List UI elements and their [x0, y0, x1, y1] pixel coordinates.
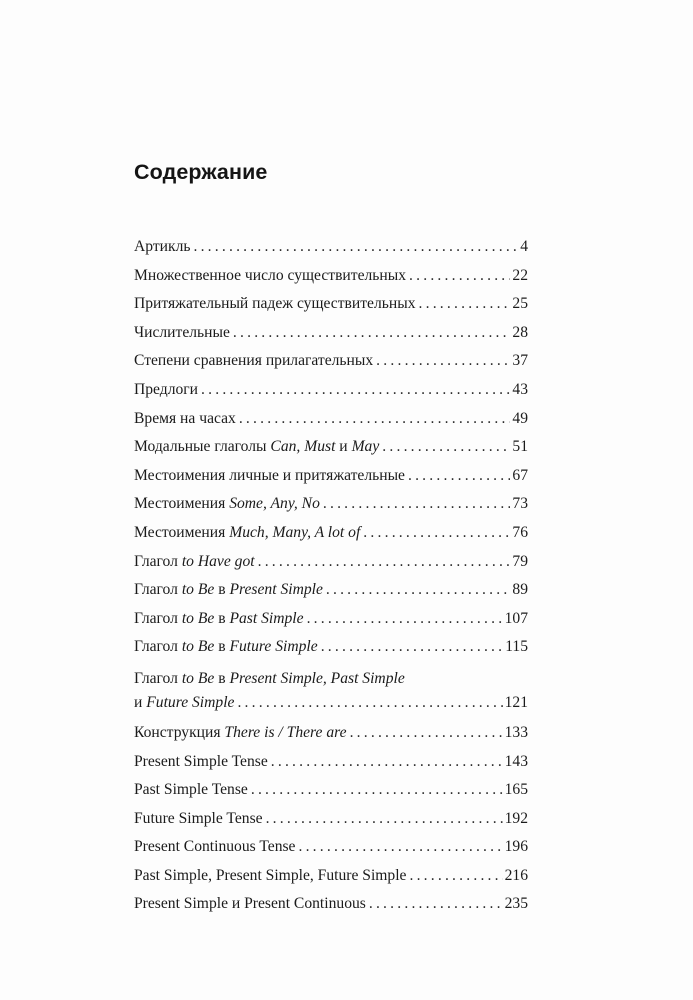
- toc-entry-title: Время на часах: [134, 409, 236, 427]
- toc-entry-title: Глагол to Be в Present Simple, Past Simple: [134, 669, 405, 687]
- dot-leader: [266, 805, 503, 834]
- toc-page-number: 143: [504, 752, 528, 770]
- toc-page-number: 121: [504, 693, 528, 711]
- toc-entry[interactable]: [134, 519, 528, 548]
- toc-page-number: 51: [512, 438, 528, 456]
- toc-page-number: 76: [512, 523, 528, 541]
- dot-leader: [326, 576, 511, 605]
- dot-leader: [239, 405, 511, 434]
- toc-entry-title: Present Simple и Present Continuous: [134, 895, 366, 913]
- toc-entry-title: Past Simple Tense: [134, 781, 248, 799]
- toc-page-number: 67: [512, 466, 528, 484]
- toc-entry-title: Артикль: [134, 238, 191, 255]
- toc-page-number: 216: [504, 866, 528, 884]
- toc-page-number: 49: [512, 409, 528, 427]
- dot-leader: [323, 490, 511, 519]
- toc-page-number: 43: [512, 380, 528, 398]
- toc-entry-title: Модальные глаголы Can, Must и May: [134, 438, 380, 456]
- dot-leader: [233, 319, 511, 348]
- toc-entry-title: Конструкция There is / There are: [134, 723, 347, 741]
- dot-leader: [376, 347, 510, 376]
- toc-entry[interactable]: [134, 490, 528, 519]
- toc-entry[interactable]: [134, 376, 528, 405]
- toc-entry-title: Предлоги: [134, 380, 199, 398]
- toc-entry[interactable]: [134, 233, 528, 262]
- toc-entry[interactable]: [134, 776, 528, 805]
- toc-entry[interactable]: [134, 890, 528, 919]
- toc-entry[interactable]: [134, 833, 528, 862]
- dot-leader: [258, 548, 511, 577]
- toc-entry-title: Глагол to Have got: [134, 552, 255, 570]
- toc-entry[interactable]: [134, 748, 528, 777]
- dot-leader: [409, 862, 502, 891]
- toc-page-number: 192: [504, 809, 528, 827]
- toc-entry-title: Притяжательный падеж существительных: [134, 295, 416, 313]
- toc-entry-continuation: [134, 690, 528, 717]
- toc-entry-title: Местоимения Some, Any, No: [134, 495, 320, 513]
- toc-entry-title: Past Simple, Present Simple, Future Simple: [134, 866, 407, 884]
- toc-entry[interactable]: [134, 405, 528, 434]
- toc-entry[interactable]: [134, 548, 528, 577]
- toc-page-number: 235: [504, 895, 528, 913]
- dot-leader: [321, 633, 504, 662]
- toc-entry[interactable]: [134, 668, 528, 717]
- toc-entry-title: Глагол to Be в Present Simple: [134, 581, 323, 599]
- toc-entry[interactable]: [134, 633, 528, 662]
- toc-page-number: 37: [512, 352, 528, 370]
- dot-leader: [408, 462, 510, 491]
- toc-entry-title: Числительные: [134, 323, 230, 341]
- toc-entry-title: Present Continuous Tense: [134, 838, 296, 856]
- dot-leader: [363, 519, 510, 548]
- toc-page-number: 28: [512, 323, 528, 341]
- toc-entry[interactable]: [134, 433, 528, 462]
- dot-leader: [201, 376, 510, 405]
- dot-leader: [298, 833, 502, 862]
- toc-page-number: 25: [512, 295, 528, 313]
- toc-page-number: 22: [512, 266, 528, 284]
- toc-page-number: 115: [505, 638, 528, 656]
- toc-page-number: 4: [520, 238, 528, 255]
- dot-leader: [409, 262, 510, 291]
- dot-leader: [350, 719, 503, 748]
- dot-leader: [251, 776, 503, 805]
- toc-entry[interactable]: [134, 719, 528, 748]
- dot-leader: [193, 233, 518, 262]
- toc-entry[interactable]: [134, 805, 528, 834]
- dot-leader: [382, 433, 510, 462]
- dot-leader: [237, 690, 502, 716]
- dot-leader: [369, 890, 503, 919]
- toc-page-number: 107: [504, 609, 528, 627]
- toc-page-number: 89: [512, 581, 528, 599]
- toc-page-number: 79: [512, 552, 528, 570]
- toc-entry[interactable]: [134, 462, 528, 491]
- toc-entry[interactable]: [134, 290, 528, 319]
- dot-leader: [419, 290, 511, 319]
- toc-entry-title: Глагол to Be в Future Simple: [134, 638, 318, 656]
- dot-leader: [307, 605, 503, 634]
- toc-heading: Содержание: [134, 160, 268, 184]
- toc-entry-title-line2: и Future Simple: [134, 693, 235, 711]
- toc-entry[interactable]: [134, 262, 528, 291]
- toc-entry-title: Present Simple Tense: [134, 752, 268, 770]
- toc-list: [134, 233, 528, 919]
- toc-entry-title: Местоимения Much, Many, A lot of: [134, 523, 361, 541]
- toc-page-number: 165: [504, 781, 528, 799]
- toc-entry-title: Степени сравнения прилагательных: [134, 352, 374, 370]
- toc-entry[interactable]: [134, 576, 528, 605]
- toc-entry[interactable]: [134, 862, 528, 891]
- toc-page-number: 73: [512, 495, 528, 513]
- toc-entry-title: Глагол to Be в Past Simple: [134, 609, 304, 627]
- toc-page-number: 133: [504, 723, 528, 741]
- toc-page-number: 196: [504, 838, 528, 856]
- toc-entry[interactable]: [134, 319, 528, 348]
- toc-entry-title: Множественное число существительных: [134, 266, 407, 284]
- dot-leader: [271, 748, 503, 777]
- toc-entry-title: Местоимения личные и притяжательные: [134, 466, 405, 484]
- toc-entry[interactable]: [134, 605, 528, 634]
- toc-entry-title: Future Simple Tense: [134, 809, 263, 827]
- toc-entry[interactable]: [134, 347, 528, 376]
